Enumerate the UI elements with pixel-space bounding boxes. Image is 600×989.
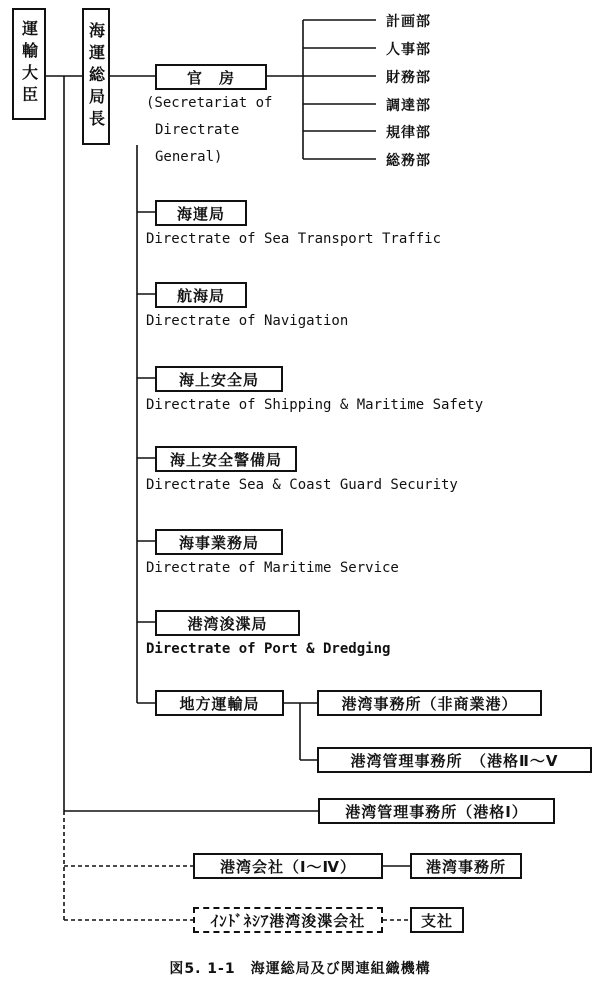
- directorate-maritime-safety-box: [155, 366, 283, 392]
- secretariat-label: 官 房: [186, 68, 235, 87]
- dredging-company-branch-box: [410, 907, 464, 933]
- directorate-sea-transport-box: [155, 200, 247, 226]
- port-company-office-label: 港湾事務所: [425, 857, 506, 876]
- regional-bureau-box: [155, 690, 284, 716]
- port-company-box: [193, 853, 383, 879]
- regional-bureau-label: 地方運輸局: [179, 694, 260, 713]
- directorate-en-label: Directrate of Sea Transport Traffic: [146, 231, 442, 247]
- port-company-label: 港湾会社（Ⅰ～Ⅳ）: [219, 857, 357, 876]
- secretariat-box: [155, 64, 267, 90]
- dredging-company-branch-label: 支社: [420, 911, 453, 930]
- secretariat-en-line-1: (Secretariat of: [146, 95, 273, 111]
- port-mgmt-office-class2-5-label: 港湾管理事務所 （港格Ⅱ～Ⅴ: [350, 751, 559, 770]
- dredging-company-box: [193, 907, 383, 933]
- minister-box: [12, 8, 46, 120]
- port-mgmt-office-class1-label: 港湾管理事務所（港格Ⅰ）: [345, 802, 528, 821]
- directorate-en-label: Directrate of Navigation: [146, 313, 349, 329]
- directorate-label: 海上安全警備局: [169, 450, 282, 469]
- secretariat-en-line-3: General): [155, 149, 223, 165]
- directorate-en-label: Directrate of Shipping & Maritime Safety: [146, 397, 484, 413]
- directorate-en-label: Directrate of Port & Dredging: [146, 641, 391, 657]
- directorate-label: 航海局: [176, 286, 225, 305]
- directorate-en-label: Directrate Sea & Coast Guard Security: [146, 477, 458, 493]
- directorate-label: 海上安全局: [178, 370, 259, 389]
- department-item-2: 人事部: [386, 42, 431, 58]
- department-item-5: 規律部: [386, 125, 431, 141]
- department-item-1: 計画部: [386, 14, 431, 30]
- directorate-coast-guard-box: [155, 446, 297, 472]
- port-office-noncommercial-box: [317, 690, 542, 716]
- director-general-box: [82, 8, 110, 145]
- port-mgmt-office-class1-box: [318, 798, 555, 824]
- department-item-6: 総務部: [386, 153, 431, 169]
- figure-caption: 図5. 1-1 海運総局及び関連組織機構: [169, 961, 431, 977]
- directorate-port-dredging-box: [155, 610, 300, 636]
- secretariat-en-line-2: Directrate: [155, 122, 240, 138]
- port-mgmt-office-class2-5-box: [317, 747, 592, 773]
- director-general-label: 海運総局長: [86, 21, 106, 132]
- directorate-en-label: Directrate of Maritime Service: [146, 560, 399, 576]
- directorate-label: 港湾浚渫局: [187, 614, 268, 633]
- directorate-label: 海事業務局: [178, 533, 259, 552]
- minister-label: 運輸大臣: [19, 20, 39, 108]
- dredging-company-label: ｲﾝﾄﾞﾈｼｱ港湾浚渫会社: [210, 911, 366, 930]
- port-company-office-box: [410, 853, 522, 879]
- directorate-label: 海運局: [176, 204, 225, 223]
- department-item-4: 調達部: [386, 98, 431, 114]
- directorate-navigation-box: [155, 282, 247, 308]
- department-item-3: 財務部: [386, 70, 431, 86]
- directorate-maritime-service-box: [155, 529, 283, 555]
- port-office-noncommercial-label: 港湾事務所（非商業港）: [341, 694, 518, 713]
